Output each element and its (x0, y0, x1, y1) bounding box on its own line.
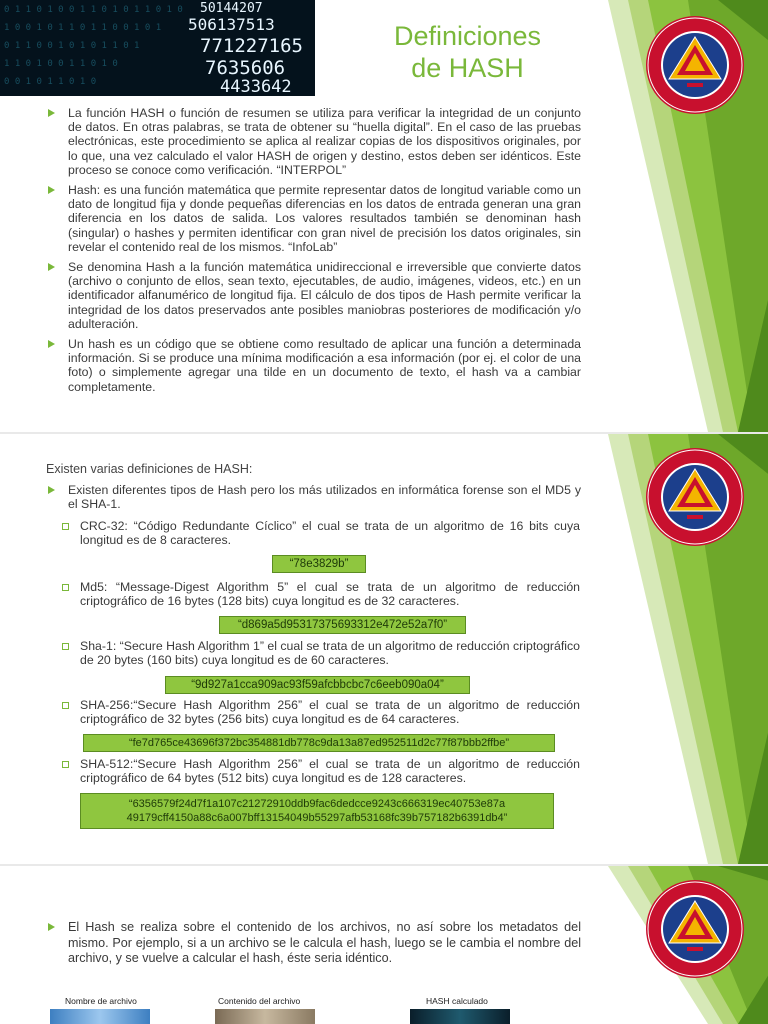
svg-text:0 1 1 0 1 0 0 1 1 0 1 0 1 1 0: 0 1 1 0 1 0 0 1 1 0 1 0 1 1 0 1 0 (4, 5, 183, 15)
list-item: Un hash es un código que se obtiene como resultado de aplicar una función a determinada información. Si se produce una mínima modificación a esa información (por ej. el color de una foto) o simplemente agregar una tilde en un documento de texto, el hash va a cambiar completamente. (46, 337, 581, 394)
bullet-arrow-icon (48, 186, 55, 194)
slide-3 (0, 866, 768, 1024)
svg-text:50144207: 50144207 (200, 1, 263, 16)
slide-title: Definiciones de HASH (393, 21, 542, 83)
svg-text:506137513: 506137513 (188, 15, 275, 34)
hash-types-list (46, 483, 581, 511)
bullet-arrow-icon (48, 923, 55, 931)
hash-value-crc32: “78e3829b” (272, 555, 366, 573)
caption-file-name: Nombre de archivo (65, 996, 137, 1006)
svg-text:7635606: 7635606 (205, 57, 286, 79)
slide-2 (0, 434, 768, 864)
svg-text:0 0 1 0 1 1 0 1 0: 0 0 1 0 1 1 0 1 0 (4, 77, 97, 87)
gendarmeria-seal-logo (645, 447, 745, 547)
square-bullet-icon (62, 643, 69, 650)
slide-1 (0, 0, 768, 432)
hash-value-md5: “d869a5d95317375693312e472e52a7f0” (219, 616, 466, 634)
hash-value-sha1: “9d927a1cca909ac93f59afcbbcbc7c6eeb090a04” (165, 676, 470, 694)
svg-text:1 0 0 1 0 1 1 0 1 1 0 0 1 0 1: 1 0 0 1 0 1 1 0 1 1 0 0 1 0 1 (4, 23, 162, 33)
hash-value-sha512: “6356579f24d7f1a107c21272910ddb9fac6dedcce9243c666319ec40753e87a 49179cff4150a88c6a007bff13154049b55297afb53168fc39b757182b6391db4” (80, 793, 554, 829)
hash-calculated-thumbnail (410, 1009, 510, 1024)
caption-file-content: Contenido del archivo (218, 996, 301, 1006)
square-bullet-icon (62, 761, 69, 768)
hash-type-sha256: SHA-256:“Secure Hash Algorithm 256” el cual se trata de un algoritmo de reducción criptográfico de 32 bytes (256 bits) cuya longitud es de 64 caracteres. (62, 698, 580, 726)
list-item: Se denomina Hash a la función matemática unidireccional e irreversible que convierte datos (archivo o conjunto de ellos, sean texto, ejecutables, de audio, imágenes, videos, etc.) en un identificador alfanumérico de longitud fija. El cálculo de dos tipos de Hash permite verificar la integridad de los datos preservados ante posibles maniobras posteriores de modificación y/o adulteración. (46, 260, 581, 331)
bullet-arrow-icon (48, 263, 55, 271)
svg-text:0 1 1 0 0 1 0 1 0 1 1 0 1: 0 1 1 0 0 1 0 1 0 1 1 0 1 (4, 41, 140, 51)
bullet-arrow-icon (48, 109, 55, 117)
digital-banner-image (0, 0, 315, 96)
hash-value-sha256: “fe7d765ce43696f372bc354881db778c9da13a87ed952511d2c77f87bbb2ffbe” (83, 734, 555, 752)
file-content-thumbnail (215, 1009, 315, 1024)
hash-type-md5: Md5: “Message-Digest Algorithm 5” el cual se trata de un algoritmo de reducción criptográfico de 16 bytes (128 bits) cuya longitud es de 32 caracteres. (62, 580, 580, 608)
square-bullet-icon (62, 584, 69, 591)
hash-type-sha512: SHA-512:“Secure Hash Algorithm 256” el cual se trata de un algoritmo de reducción criptográfico de 64 bytes (512 bits) cuya longitud es de 128 caracteres. (62, 757, 580, 785)
list-item: Hash: es una función matemática que permite representar datos de longitud variable como un dato de longitud fija y donde pequeñas diferencias en los datos de entrada generan una gran diferencia en los datos de salida. Los valores resultados también se denominan hash (singular) o hashes y permiten identificar con gran nivel de precisión los datos originales, sin revelar el contenido real de los mismos. “InfoLab” (46, 183, 581, 254)
bullet-arrow-icon (48, 486, 55, 494)
svg-text:771227165: 771227165 (200, 35, 303, 57)
gendarmeria-seal-logo (645, 879, 745, 979)
bullet-arrow-icon (48, 340, 55, 348)
list-item: El Hash se realiza sobre el contenido de los archivos, no así sobre los metadatos del mismo. Por ejemplo, si a un archivo se le calcula el hash, luego se le cambia el nombre del archivo, y se vuelve a calcular el hash, éste seria idéntico. (46, 920, 581, 967)
hash-type-crc32: CRC-32: “Código Redundante Cíclico” el cual se trata de un algoritmo de 16 bits cuya longitud es de 8 caracteres. (62, 519, 580, 547)
list-item: Existen diferentes tipos de Hash pero los más utilizados en informática forense son el MD5 y el SHA-1. (46, 483, 581, 511)
caption-hash-calculated: HASH calculado (426, 996, 488, 1006)
hash-type-sha1: Sha-1: “Secure Hash Algorithm 1” el cual se trata de un algoritmo de reducción criptográfico de 20 bytes (160 bits) cuya longitud es de 60 caracteres. (62, 639, 580, 667)
definitions-list (46, 106, 581, 400)
square-bullet-icon (62, 702, 69, 709)
svg-text:4433642: 4433642 (220, 77, 292, 96)
slide-intro: Existen varias definiciones de HASH: (46, 462, 253, 476)
list-item: La función HASH o función de resumen se utiliza para verificar la integridad de un conjunto de datos. En otras palabras, se trata de obtener su “huella digital”. En el caso de las pruebas electrónicas, este procedimiento se aplica al realizar copias de los dispositivos originales, por lo que, una vez calculado el valor HASH de origen y destino, estos deben ser idénticos. Este proceso se conoce como verificación. “INTERPOL” (46, 106, 581, 177)
gendarmeria-seal-logo (645, 15, 745, 115)
square-bullet-icon (62, 523, 69, 530)
file-name-thumbnail (50, 1009, 150, 1024)
hash-content-list (46, 920, 581, 967)
svg-text:1 1 0 1 0 0 1 1 0 1 0: 1 1 0 1 0 0 1 1 0 1 0 (4, 59, 118, 69)
